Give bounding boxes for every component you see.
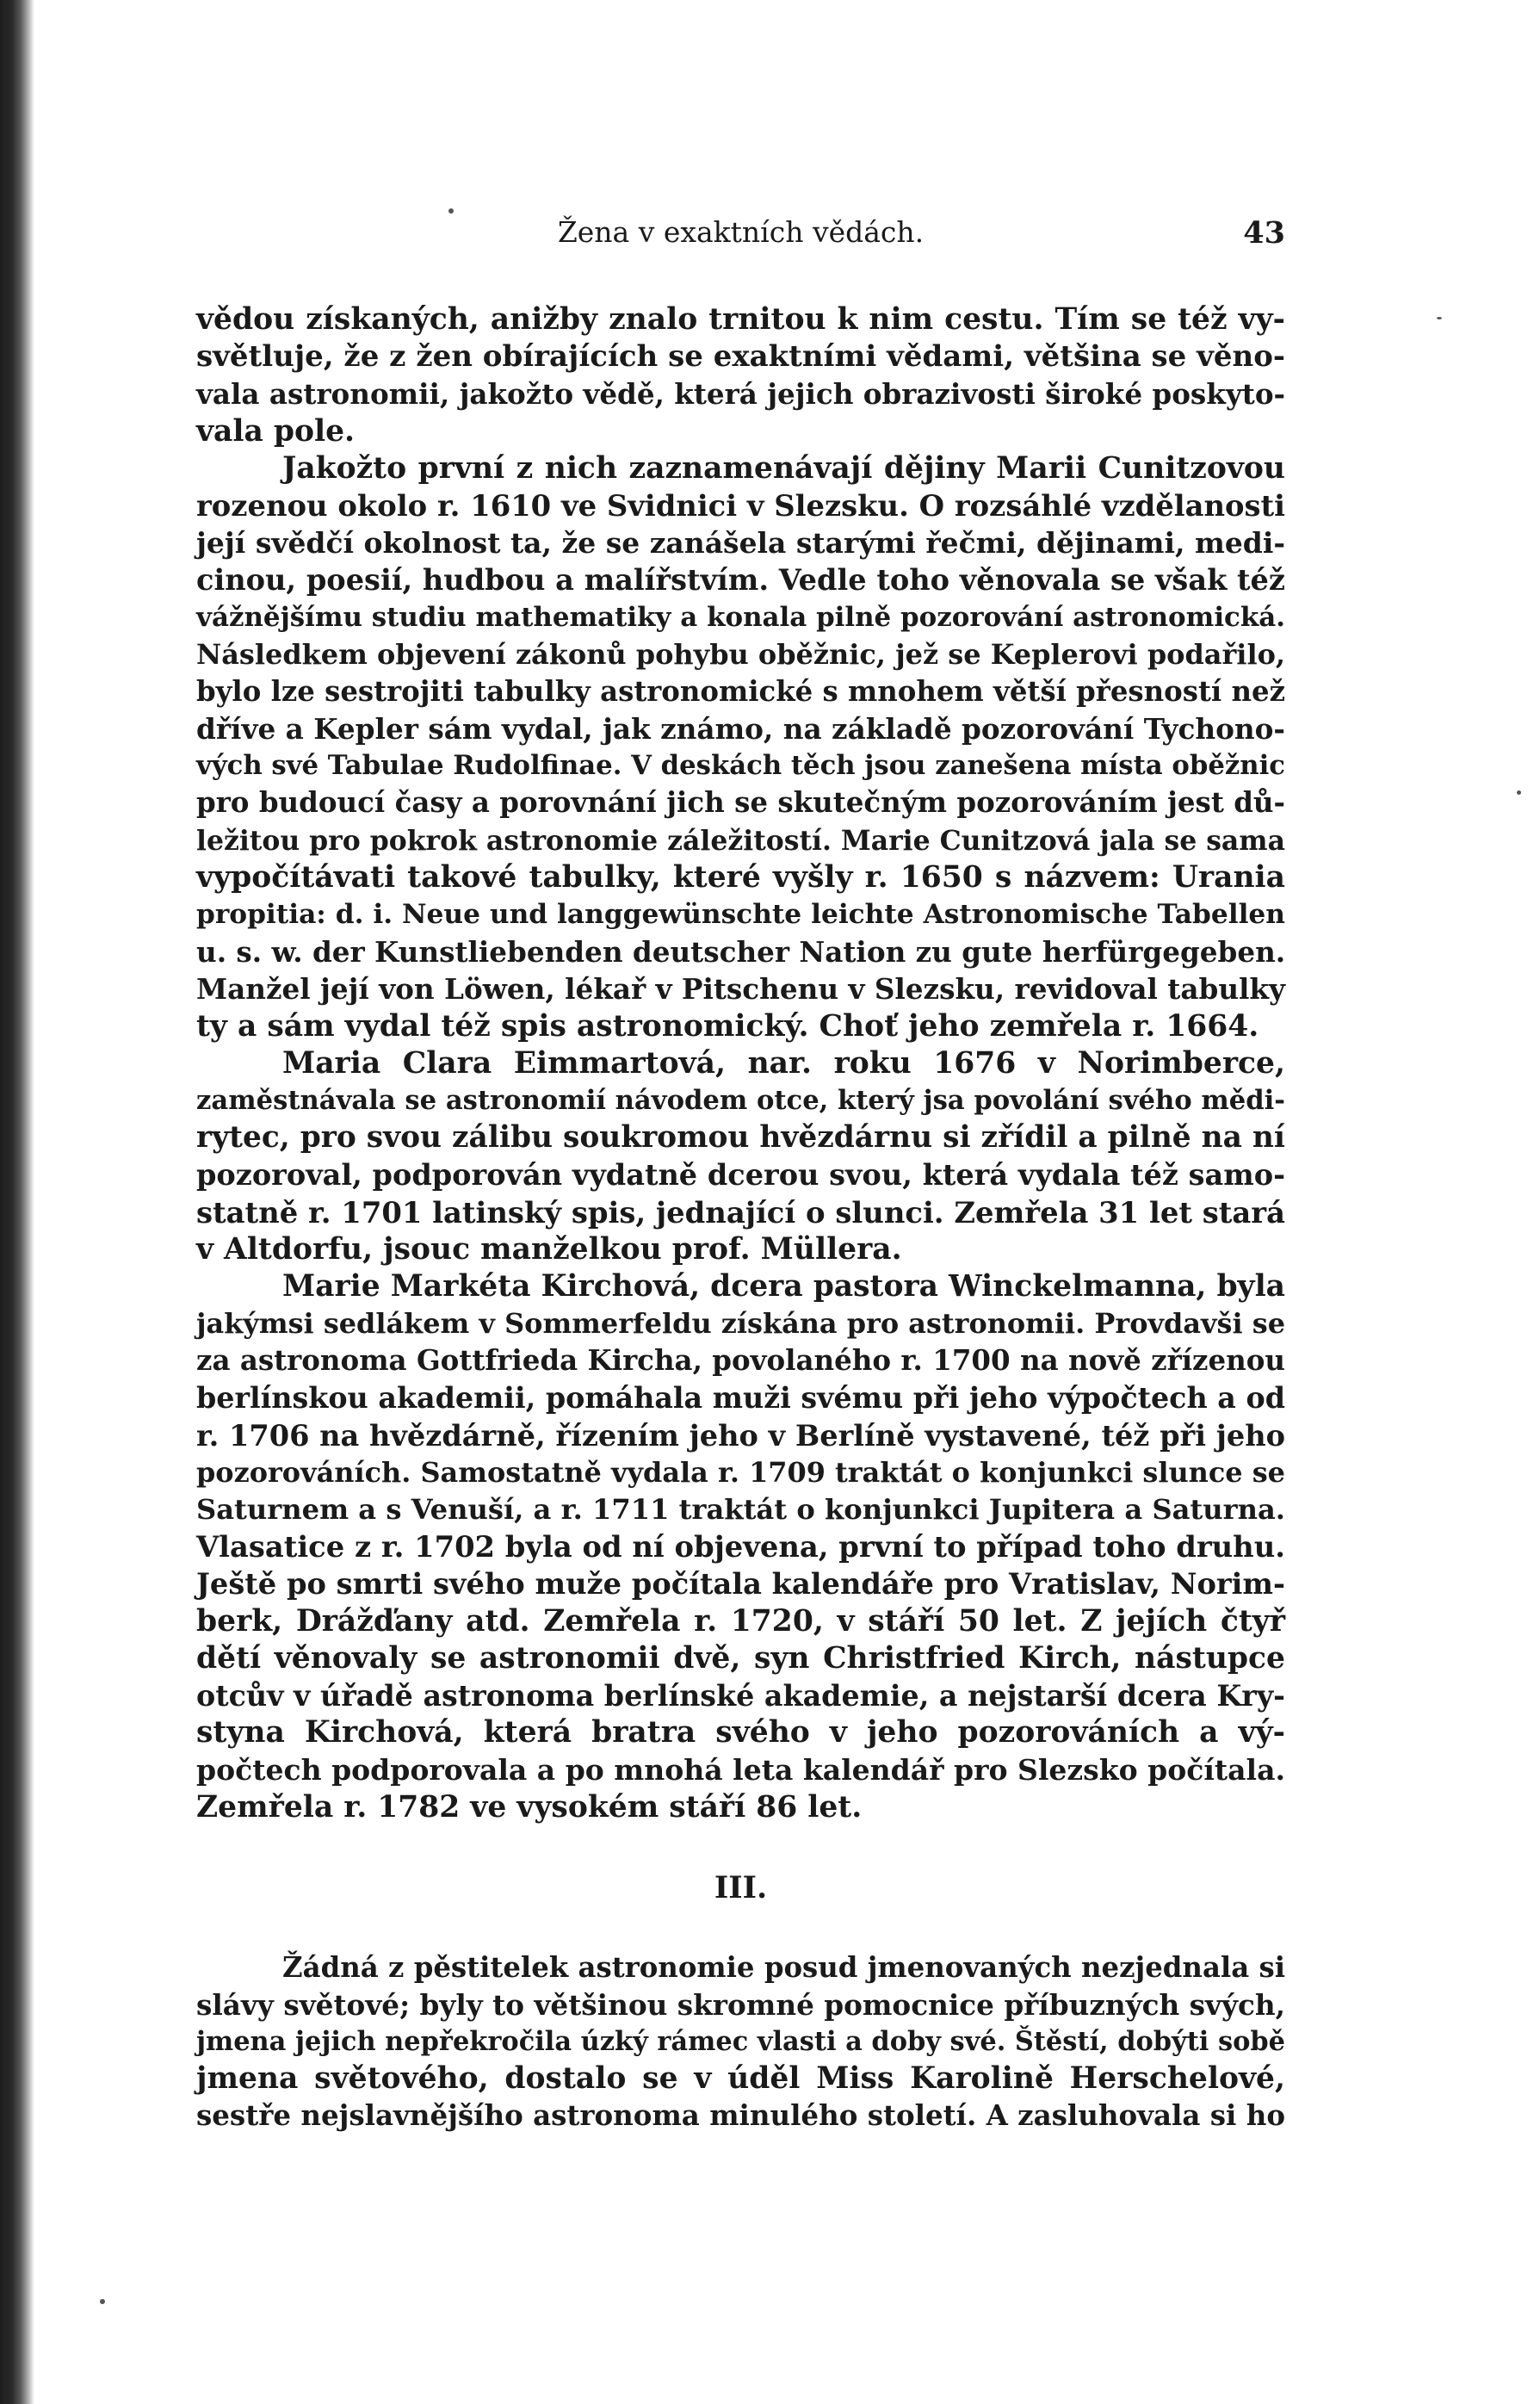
page-header [196, 215, 1285, 258]
text-line: ty a sám vydal též spis astronomický. Choť jeho zemřela r. 1664. [196, 1008, 1259, 1044]
text-line: Vlasatice z r. 1702 byla od ní objevena, první to případ toho druhu. [196, 1529, 1285, 1564]
section-spacer [196, 1826, 1285, 1869]
text-line: rozenou okolo r. 1610 ve Svidnici v Slezsku. O rozsáhlé vzdělanosti [196, 487, 1285, 523]
text-line: propitia: d. i. Neue und langgewünschte leichte Astronomische Tabellen [196, 899, 1285, 930]
text-line: jakýmsi sedlákem v Sommerfeldu získána pro astronomii. Provdavši se [196, 1307, 1285, 1341]
text-line: vala astronomii, jakožto vědě, která jejich obrazivosti široké poskyto- [196, 377, 1286, 412]
text-line: r. 1706 na hvězdárně, řízením jeho v Berlíně vystavené, též při jeho [196, 1417, 1285, 1453]
book-page [196, 215, 1285, 2135]
page-number: 43 [1243, 215, 1285, 251]
section-paragraph-start: Žádná z pěstitelek astronomie posud jmenovaných nezjednala si [282, 1950, 1285, 1984]
text-line: Manžel její von Löwen, lékař v Pitschenu v Slezsku, revidoval tabulky [196, 972, 1285, 1007]
text-line: pozoroval, podporován vydatně dcerou svou, která vydala též samo- [196, 1158, 1285, 1193]
running-title: Žena v exaktních vědách. [557, 215, 925, 249]
text-line: berk, Drážďany atd. Zemřela r. 1720, v stáří 50 let. Z jejích čtyř [196, 1603, 1285, 1639]
text-line: vých své Tabulae Rudolfinae. V deskách těch jsou zanešena místa oběžnic [196, 750, 1285, 782]
body-text [196, 301, 1285, 2135]
text-line: světluje, že z žen obírajících se exaktními vědami, většina se věno- [196, 339, 1285, 375]
text-line: berlínskou akademii, pomáhala muži svému při jeho výpočtech a od [196, 1381, 1285, 1416]
text-line: vědou získaných, anižby znalo trnitou k nim cestu. Tím se též vy- [196, 302, 1285, 337]
section-spacer [196, 1906, 1285, 1949]
text-line: ležitou pro pokrok astronomie záležitostí. Marie Cunitzová jala se sama [196, 824, 1285, 857]
text-line: cinou, poesií, hudbou a malířstvím. Vedle toho věnovala se však též [196, 562, 1285, 598]
text-line: statně r. 1701 latinský spis, jednající o slunci. Zemřela 31 let stará [196, 1194, 1285, 1230]
text-line: otcův v úřadě astronoma berlínské akademie, a nejstarší dcera Kry- [196, 1678, 1285, 1713]
text-line: zaměstnávala se astronomií návodem otce, který jsa povolání svého mědi- [196, 1084, 1285, 1116]
text-line: vypočítávati takové tabulky, které vyšly r. 1650 s názvem: Urania [196, 859, 1285, 895]
paragraph-kirchova-start: Marie Markéta Kirchová, dcera pastora Winckelmanna, byla [282, 1268, 1285, 1304]
text-line: jmena světového, dostalo se v úděl Miss Karolině Herschelové, [196, 2061, 1285, 2097]
paragraph-cunitzova-start: Jakožto první z nich zaznamenávají dějiny Marii Cunitzovou [282, 450, 1285, 486]
text-line: Následkem objevení zákonů pohybu oběžnic, jež se Keplerovi podařilo, [196, 637, 1285, 671]
text-line: dříve a Kepler sám vydal, jak známo, na základě pozorování Tychono- [196, 712, 1285, 747]
text-line: pro budoucí časy a porovnání jich se skutečným pozorováním jest dů- [196, 786, 1285, 820]
section-heading: III. [714, 1869, 768, 1905]
paragraph-eimmartova-start: Maria Clara Eimmartová, nar. roku 1676 v Norimberce, [282, 1045, 1285, 1081]
text-line: pozorováních. Samostatně vydala r. 1709 traktát o konjunkci slunce se [196, 1455, 1285, 1489]
text-line: vala pole. [196, 413, 356, 449]
scan-speck [448, 208, 454, 214]
text-line: sestře nejslavnějšího astronoma minulého století. A zasluhovala si ho [196, 2099, 1285, 2133]
text-line: slávy světové; byly to většinou skromné pomocnice příbuzných svých, [196, 1987, 1285, 2022]
text-line: styna Kirchová, která bratra svého v jeho pozorováních a vý- [196, 1715, 1285, 1750]
scan-binding-edge [0, 0, 34, 2404]
scan-speck [100, 2299, 105, 2304]
text-line: jmena jejich nepřekročila úzký rámec vlasti a doby své. Štěstí, dobýti sobě [196, 2026, 1285, 2058]
text-line: bylo lze sestrojiti tabulky astronomické s mnohem větší přesností než [196, 674, 1285, 708]
text-line: Saturnem a s Venuší, a r. 1711 traktát o konjunkci Jupitera a Saturna. [196, 1493, 1285, 1526]
text-line: její svědčí okolnost ta, že se zanášela starými řečmi, dějinami, medi- [196, 526, 1285, 561]
text-line: vážnějšímu studiu mathematiky a konala pilně pozorování astronomická. [196, 601, 1285, 633]
text-line: dětí věnovaly se astronomii dvě, syn Christfried Kirch, nástupce [196, 1640, 1285, 1676]
text-line: Ještě po smrti svého muže počítala kalendáře pro Vratislav, Norim- [196, 1566, 1285, 1602]
scan-speck [1517, 790, 1521, 795]
scan-speck [1437, 317, 1442, 319]
text-line: rytec, pro svou zálibu soukromou hvězdárnu si zřídil a pilně na ní [196, 1120, 1285, 1156]
text-line: počtech podporovala a po mnohá leta kalendář pro Slezsko počítala. [196, 1753, 1285, 1788]
text-line: u. s. w. der Kunstliebenden deutscher Nation zu gute herfürgegeben. [196, 935, 1286, 970]
text-line: za astronoma Gottfrieda Kircha, povolaného r. 1700 na nově zřízenou [196, 1344, 1285, 1378]
text-line: v Altdorfu, jsouc manželkou prof. Müllera. [196, 1231, 902, 1267]
text-line: Zemřela r. 1782 ve vysokém stáří 86 let. [196, 1789, 863, 1825]
